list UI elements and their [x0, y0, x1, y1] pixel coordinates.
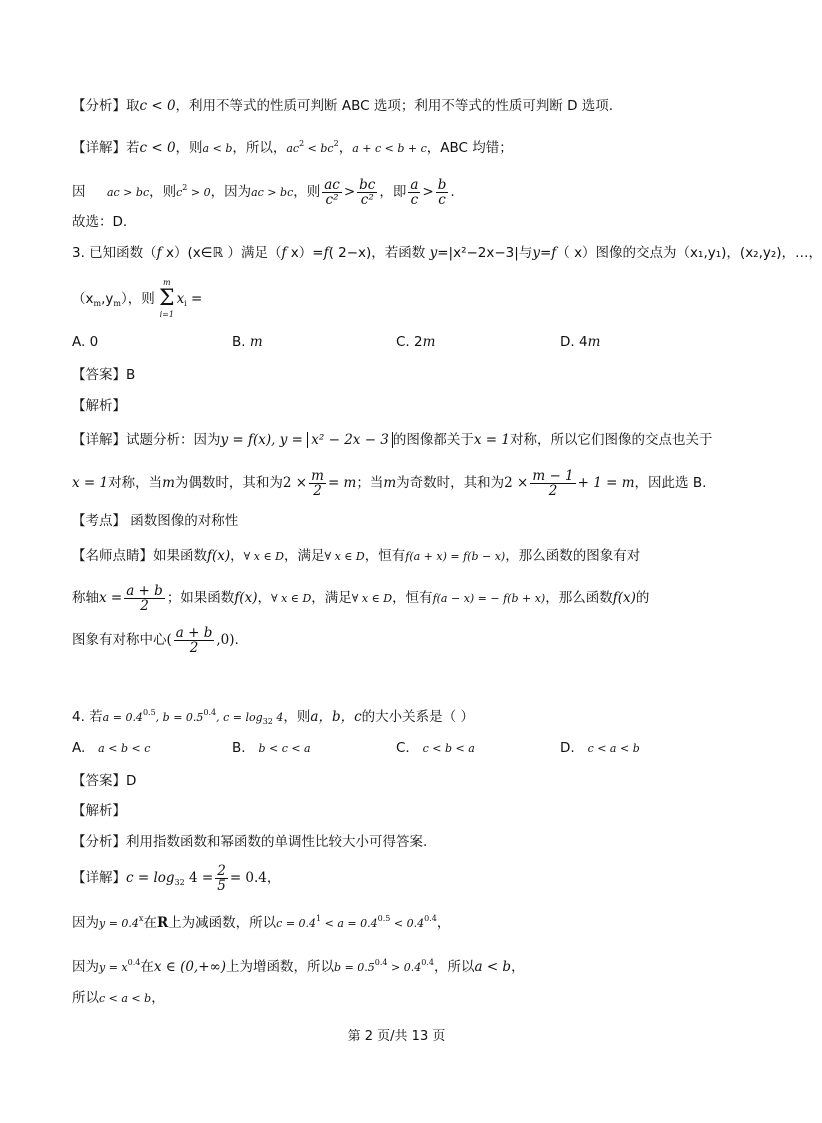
text: 因为	[72, 915, 99, 931]
text: 为奇数时，其和为	[396, 475, 505, 491]
fraction: $\frac{bc}{\text{c²}}$	[359, 176, 376, 208]
q3-tip-line2	[72, 580, 649, 617]
math: f(x)	[234, 590, 258, 606]
text: ，满足	[283, 548, 325, 564]
text: 的	[635, 590, 650, 606]
text: ，ABC 均错；	[426, 140, 513, 156]
text: 取	[126, 98, 140, 114]
answer-value: B	[126, 367, 136, 383]
math: ac	[286, 142, 300, 155]
math: ∀ x ∈ D	[270, 592, 312, 605]
text: ），则	[120, 291, 155, 307]
text: ，	[511, 959, 525, 975]
math: = 0.4	[229, 870, 267, 886]
analysis-tag: 【分析】	[72, 98, 126, 114]
text: 因	[72, 184, 86, 200]
text: 对称，当	[108, 475, 163, 491]
q4-stem: 4. 若$a = 0.4^{0.5}$, $b = 0.5^{0.4}$, $c = \log_{32} 4$，则a，b，c的大小关系是（ ）	[72, 708, 474, 726]
math: x = 1	[72, 475, 109, 491]
text: ）满足（	[223, 245, 282, 261]
fraction: $\frac{a + b}{2}$	[175, 624, 213, 656]
q3-option-d: D. 4m	[560, 334, 601, 350]
text: 对称，所以它们图像的交点也关于	[510, 432, 713, 448]
text: 的图像都关于	[392, 432, 474, 448]
detail-tag: 【详解】	[72, 140, 126, 156]
text: 上为减函数，所以	[168, 915, 277, 931]
math: f(x)	[207, 548, 231, 564]
text: ，	[151, 990, 165, 1006]
text: （x	[72, 291, 94, 307]
q3-stem-line2: $(x_m,y_m)$，则 m Σ i=1 $x_i$ =	[72, 278, 203, 319]
q3-detail-line1	[72, 430, 713, 450]
answer-tag: 【答案】	[72, 367, 126, 383]
fraction: $\frac{m - 1}{2}$	[532, 467, 574, 499]
math: c	[176, 186, 183, 199]
q4-line2: 因为$y = 0.4^x$在R上为减函数，所以$c = 0.4^1 < a = 0.4^{0.5} < 0.4^{0.4}$，	[72, 914, 451, 931]
fraction: $\frac{a}{c}$	[410, 176, 419, 208]
math: a < b	[202, 142, 233, 155]
text: ，	[230, 548, 244, 564]
math: m	[383, 475, 397, 491]
text: ；当	[356, 475, 384, 491]
q3-option-b: B. m	[232, 334, 263, 350]
point-text: 函数图像的对称性	[126, 513, 239, 529]
text: x）=	[286, 245, 324, 261]
math: 4 =	[184, 870, 214, 886]
text: ，所以	[433, 959, 475, 975]
text: ；如果函数	[166, 590, 235, 606]
text: 在	[143, 915, 157, 931]
math: 4	[272, 711, 284, 724]
fraction: $\frac{m}{2}$	[311, 467, 324, 499]
text: ，因为	[210, 184, 252, 200]
q4-option-a: A. a < b < c	[72, 740, 151, 756]
q4-answer	[72, 771, 136, 791]
q3-answer	[72, 365, 135, 385]
math: < bc	[304, 142, 334, 155]
text: ，	[266, 870, 281, 886]
text: ，那么函数	[545, 590, 613, 606]
text: 4. 若	[72, 709, 103, 725]
math: x	[176, 291, 185, 307]
text: ，那么函数的图象有对	[505, 548, 641, 564]
text: =|x²−2x−3|与	[437, 245, 533, 261]
text: ,y	[101, 291, 114, 307]
math: , b = 0.5	[155, 711, 204, 724]
math: f	[156, 245, 162, 261]
text: ，则	[149, 184, 177, 200]
text: （ x）图像的交点为（x₁,y₁)，(x₂,y₂)，…，	[556, 245, 822, 261]
math: ∀ x ∈ D	[324, 550, 365, 563]
q4-option-c: C. c < b < a	[396, 740, 475, 756]
text: ，所以，	[232, 140, 287, 156]
math: + 1 = m	[577, 475, 635, 491]
math: > 0.4	[387, 961, 422, 974]
math: c < 0	[139, 98, 176, 114]
text: 为偶数时，其和为	[174, 475, 283, 491]
math: 2 ×	[282, 475, 308, 491]
math: i	[184, 299, 187, 308]
fraction: $\frac{ac}{\text{c²}}$	[324, 176, 340, 208]
math: < a = 0.4	[321, 917, 378, 930]
math: a < b	[474, 959, 512, 975]
text: 所以	[72, 990, 99, 1006]
text: ，则	[293, 184, 321, 200]
math: ∀ x ∈ D	[243, 550, 284, 563]
math: c = 0.4	[276, 917, 317, 930]
text: ，则	[175, 140, 203, 156]
math: (	[166, 632, 172, 648]
math: a，b，c	[310, 709, 362, 725]
analysis-tag: 【分析】	[72, 834, 126, 850]
tip-tag: 【名师点睛】	[72, 548, 153, 564]
text: ，利用不等式的性质可判断 ABC 选项；利用不等式的性质可判断 D 选项.	[175, 98, 614, 114]
text: ，则	[283, 709, 311, 725]
math: ,0)	[216, 632, 235, 648]
text: 3. 已知函数（	[72, 245, 157, 261]
math: m	[162, 475, 175, 491]
page-footer: 第 2 页/共 13 页	[347, 1029, 446, 1044]
math: =	[186, 291, 203, 307]
math: 2 ×	[504, 475, 529, 491]
math: ac > bc	[251, 186, 294, 199]
fraction: $\frac{b}{c}$	[437, 176, 447, 208]
math: y = x	[99, 961, 128, 974]
text: ，恒有	[392, 590, 433, 606]
q2-detail-line: 【详解】若c < 0，则a < b，所以，$ac^2 < bc^2$，a + c < b + c，ABC 均错；	[72, 139, 513, 156]
text: 如果函数	[153, 548, 207, 564]
math: c = log	[126, 870, 175, 886]
detail-tag: 【详解】	[72, 432, 126, 448]
detail-tag: 【详解】	[72, 870, 126, 886]
text: ( 2−x)，若函数	[328, 245, 430, 261]
math: y = f(x), y =	[220, 432, 308, 448]
math: b = 0.5	[334, 961, 375, 974]
fraction: $\frac{2}{5}$	[217, 862, 226, 894]
math: a + c < b + c	[352, 142, 427, 155]
math: y	[532, 245, 540, 261]
text: ，	[436, 915, 451, 931]
q3-option-c: C. 2m	[396, 334, 436, 350]
answer-value: D	[126, 773, 137, 789]
sum-symbol: m Σ i=1	[159, 278, 175, 319]
q4-explain-tag: 【解析】	[72, 803, 126, 819]
q2-analysis-line	[72, 96, 613, 116]
math: f	[323, 245, 329, 261]
math: f	[281, 245, 287, 261]
math: R	[156, 915, 169, 931]
math: x = 1	[473, 432, 510, 448]
q2-choice: 故选：D.	[72, 214, 128, 230]
math: f	[551, 245, 557, 261]
math: f(a − x) = − f(b + x)	[432, 592, 546, 605]
point-tag: 【考点】	[72, 513, 126, 529]
math: a = 0.4	[102, 711, 143, 724]
q3-point	[72, 511, 238, 531]
q3-detail-line2	[72, 465, 706, 501]
math-abs: x² − 2x − 3	[307, 432, 393, 448]
math: m	[93, 299, 102, 308]
q3-explain-tag: 【解析】	[72, 398, 126, 414]
math: > 0	[187, 186, 211, 199]
text: ，即	[379, 184, 407, 200]
text: 的大小关系是（ ）	[361, 709, 474, 725]
analysis-text: 利用指数函数和幂函数的单调性比较大小可得答案.	[126, 834, 428, 850]
fraction: $\frac{a + b}{2}$	[126, 582, 163, 614]
math: >	[422, 184, 434, 200]
text: 上为增函数，所以	[226, 959, 335, 975]
q3-option-a: A. 0	[72, 334, 99, 350]
text: 图象有对称中心	[72, 632, 167, 648]
text: ，恒有	[364, 548, 406, 564]
q4-line3: 因为$y = x^{0.4}$在x ∈ (0,+∞)上为增函数，所以$b = 0.5^{0.4} > 0.4^{0.4}$，所以a < b，	[72, 958, 525, 975]
text: x）(x∈	[161, 245, 213, 261]
q4-option-d: D. c < a < b	[560, 740, 640, 756]
text: 称轴	[72, 590, 99, 606]
q4-option-b: B. b < c < a	[232, 740, 311, 756]
q4-detail-line: 【详解】$c = \log_{32} 4$ = $\frac{2}{5}$ = 0.4，	[72, 862, 281, 894]
math: , c = log	[216, 711, 263, 724]
text: ，满足	[311, 590, 352, 606]
text: 因为	[72, 959, 99, 975]
math: x ∈ (0,+∞)	[153, 959, 227, 975]
q4-analysis	[72, 832, 427, 852]
text: ，	[338, 140, 353, 156]
text: 试题分析：因为	[126, 432, 221, 448]
text: .	[450, 184, 455, 200]
math: < 0.4	[390, 917, 425, 930]
q3-stem-line1: 3. 已知函数（f x）(x∈ℝ ）满足（f x）=f( 2−x)，若函数 y=|x²−2x−3|与y=f（ x）图像的交点为（x₁,y₁)，(x₂,y₂)，…，	[72, 245, 822, 261]
text: ，因此选 B.	[634, 475, 707, 491]
math: = m	[327, 475, 357, 491]
text: 在	[140, 959, 154, 975]
text: 若	[126, 140, 140, 156]
math: y	[429, 245, 438, 261]
math: c < a < b	[99, 992, 152, 1005]
answer-tag: 【答案】	[72, 773, 126, 789]
text: .	[234, 632, 239, 648]
text: =	[539, 245, 552, 261]
math: >	[343, 184, 356, 200]
q3-tip-line3	[72, 622, 239, 658]
math: y = 0.4	[99, 917, 139, 930]
math: x =	[99, 590, 123, 606]
q2-because-line: 因 ac > bc，则$c^2 > 0$，因为ac > bc，则 $\frac{ac}{\text{c²}}$ > $\frac{bc}{\text{c²}}$ ，即 $\frac{a}{c}$ > $\frac{b}{c}$ .	[72, 176, 455, 208]
math: ac > bc	[106, 186, 150, 199]
math: ∀ x ∈ D	[351, 592, 393, 605]
q4-line4	[72, 988, 165, 1009]
q3-tip-line1	[72, 546, 640, 567]
text: ，	[257, 590, 271, 606]
math: f(x)	[612, 590, 636, 606]
math: f(a + x) = f(b − x)	[405, 550, 506, 563]
math: c < 0	[139, 140, 176, 156]
